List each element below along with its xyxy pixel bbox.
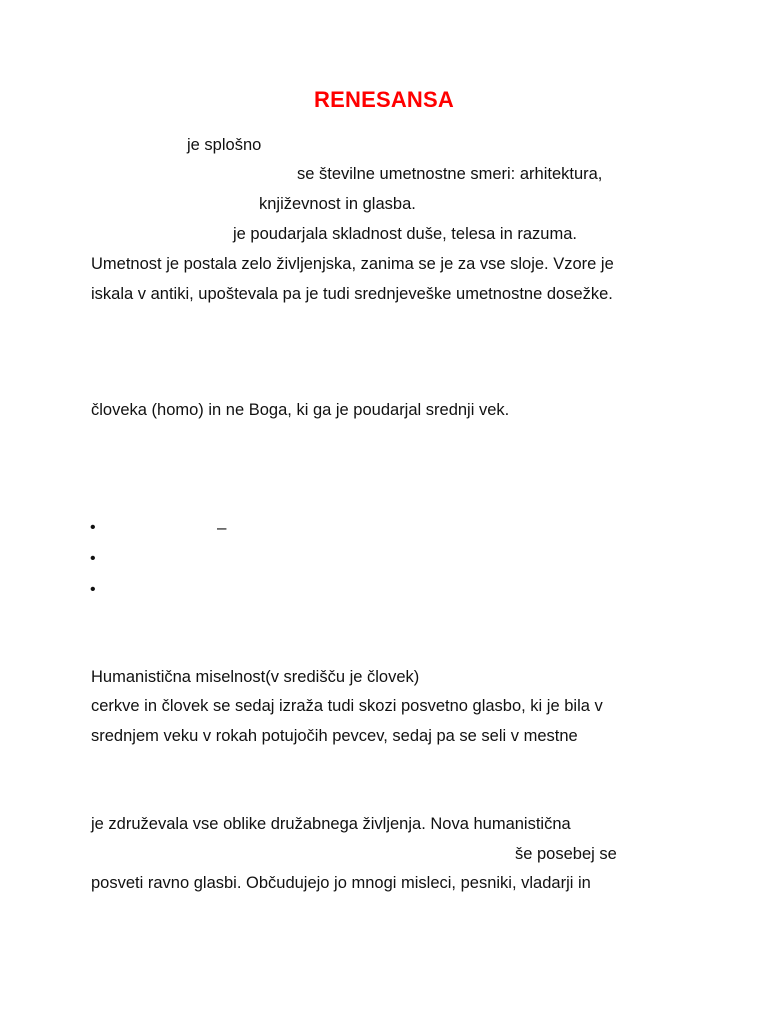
paragraph1-line5: Umetnost je postala zelo življenjska, zanima se je za vse sloje. Vzore je (91, 255, 614, 273)
paragraph3-line3: srednjem veku v rokah potujočih pevcev, sedaj pa se seli v mestne (91, 727, 578, 745)
paragraph2-line1: človeka (homo) in ne Boga, ki ga je poudarjal srednji vek. (91, 401, 510, 419)
paragraph4-line3: posveti ravno glasbi. Občudujejo jo mnogi misleci, pesniki, vladarji in (91, 874, 591, 892)
paragraph4-line2: še posebej se (515, 845, 617, 863)
paragraph1-line6: iskala v antiki, upoštevala pa je tudi srednjeveške umetnostne dosežke. (91, 285, 613, 303)
paragraph1-line3: književnost in glasba. (259, 195, 416, 213)
paragraph3-line1: Humanistična miselnost(v središču je človek) (91, 668, 420, 686)
bullet-item-2: • (90, 550, 96, 567)
document-title: RENESANSA (314, 87, 454, 112)
paragraph3-line2: cerkve in človek se sedaj izraža tudi skozi posvetno glasbo, ki je bila v (91, 697, 603, 715)
paragraph4-line1: je združevala vse oblike družabnega življenja. Nova humanistična (91, 815, 571, 833)
bullet-item-3: • (90, 581, 96, 598)
paragraph1-line4: je poudarjala skladnost duše, telesa in razuma. (233, 225, 577, 243)
paragraph1-line2: se številne umetnostne smeri: arhitektura, (297, 165, 603, 183)
bullet-item-1-dash: – (217, 518, 227, 537)
paragraph1-line1: je splošno (187, 136, 262, 154)
bullet-item-1: • (90, 519, 96, 536)
